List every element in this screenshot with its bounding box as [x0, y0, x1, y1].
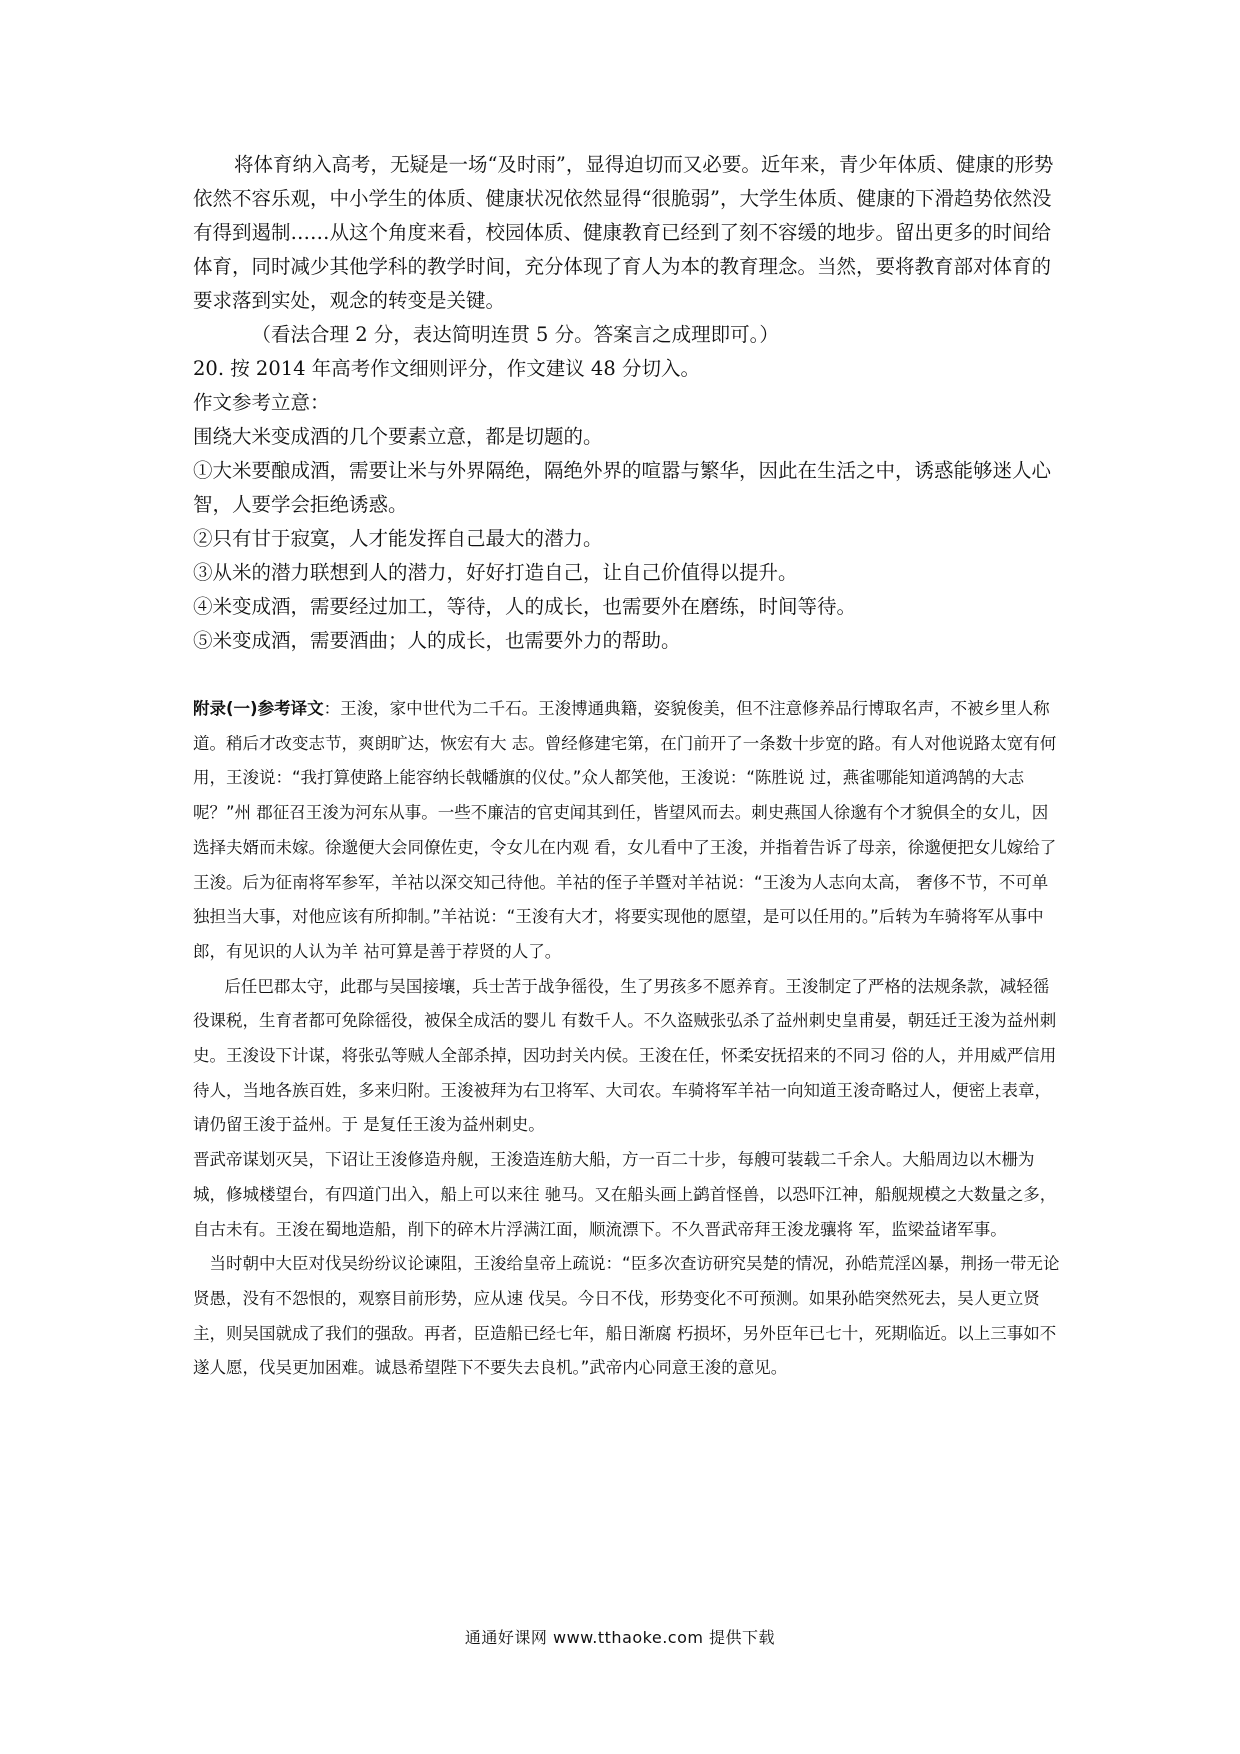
essay-point: ①大米要酿成酒，需要让米与外界隔绝，隔绝外界的喧嚣与繁华，因此在生活之中，诱惑能够迷人心智，人要学会拒绝诱惑。 — [193, 459, 1052, 516]
essay-point: ②只有甘于寂寞，人才能发挥自己最大的潜力。 — [193, 527, 603, 550]
question-20-line: 20. 按 2014 年高考作文细则评分，作文建议 48 分切入。 — [193, 357, 700, 380]
answer-paragraph: 将体育纳入高考，无疑是一场“及时雨”，显得迫切而又必要。近年来，青少年体质、健康的形势依然不容乐观，中小学生的体质、健康状况依然显得“很脆弱”，大学生体质、健康的下滑趋势依然没有得到遏制……从这个角度来看，校园体质、健康教育已经到了刻不容缓的地步。留出更多的时间给体育，同时减少其他学科的教学时间，充分体现了育人为本的教育理念。当然，要将教育部对体育的要求落到实处，观念的转变是关键。 — [193, 153, 1054, 312]
essay-intro: 围绕大米变成酒的几个要素立意，都是切题的。 — [193, 425, 603, 448]
appendix-paragraph-1 — [193, 692, 1063, 970]
essay-point: ③从米的潜力联想到人的潜力，好好打造自己，让自己价值得以提升。 — [193, 561, 798, 584]
appendix-section — [193, 692, 1063, 1386]
appendix-text-1: ：王浚，家中世代为二千石。王浚博通典籍，姿貌俊美，但不注意修养品行博取名声，不被乡里人称道。稍后才改变志节，爽朗旷达，恢宏有大 志。曾经修建宅第，在门前开了一条数十步宽的路。有人对他说路太宽有何用，王浚说：“我打算使路上能容纳长戟幡旗的仪仗。”众人都笑他，王浚说：“陈胜说 过，燕雀哪能知道鸿鹄的大志呢？”州 郡征召王浚为河东从事。一些不廉洁的官吏闻其到任，皆望风而去。刺史燕国人徐邈有个才貌俱全的女儿，因选择夫婿而未嫁。徐邈便大会同僚佐吏，令女儿在内观 看，女儿看中了王浚，并指着告诉了母亲，徐邈便把女儿嫁给了王浚。后为征南将军参军，羊祜以深交知己待他。羊祜的侄子羊暨对羊祜说：“王浚为人志向太高， 奢侈不节，不可单独担当大事，对他应该有所抑制。”羊祜说：“王浚有大才，将要实现他的愿望，是可以任用的。”后转为车骑将军从事中郎，有见识的人认为羊 祜可算是善于荐贤的人了。 — [193, 699, 1057, 961]
essay-point: ⑤米变成酒，需要酒曲；人的成长，也需要外力的帮助。 — [193, 629, 681, 652]
section-gap — [193, 658, 1063, 692]
essay-point: ④米变成酒，需要经过加工，等待，人的成长，也需要外在磨练，时间等待。 — [193, 595, 857, 618]
scoring-note: （看法合理 2 分，表达简明连贯 5 分。答案言之成理即可。） — [251, 323, 779, 346]
essay-heading: 作文参考立意： — [193, 391, 330, 414]
appendix-paragraph-4: 当时朝中大臣对伐吴纷纷议论谏阻，王浚给皇帝上疏说：“臣多次查访研究吴楚的情况，孙皓荒淫凶暴，荆扬一带无论贤愚，没有不怨恨的，观察目前形势，应从速 伐吴。今日不伐，形势变化不可预测。如果孙皓突然死去，吴人更立贤主，则吴国就成了我们的强敌。再者，臣造船已经七年，船日渐腐 朽损坏，另外臣年已七十，死期临近。以上三事如不遂人愿，伐吴更加困难。诚恳希望陛下不要失去良机。”武帝内心同意王浚的意见。 — [193, 1254, 1060, 1378]
answer-section — [193, 148, 1063, 658]
document-page — [193, 148, 1063, 1386]
appendix-paragraph-2: 后任巴郡太守，此郡与吴国接壤，兵士苦于战争徭役，生了男孩多不愿养育。王浚制定了严格的法规条款，减轻徭役课税，生育者都可免除徭役，被保全成活的婴儿 有数千人。不久盗贼张弘杀了益州刺史皇甫晏，朝廷迁王浚为益州刺史。王浚设下计谋，将张弘等贼人全部杀掉，因功封关内侯。王浚在任，怀柔安抚招来的不同习 俗的人，并用威严信用待人，当地各族百姓，多来归附。王浚被拜为右卫将军、大司农。车骑将军羊祜一向知道王浚奇略过人，便密上表章，请仍留王浚于益州。于 是复任王浚为益州刺史。 — [193, 976, 1057, 1135]
page-footer: 通通好课网 www.tthaoke.com 提供下载 — [464, 1628, 776, 1647]
appendix-paragraph-3: 晋武帝谋划灭吴，下诏让王浚修造舟舰，王浚造连舫大船，方一百二十步，每艘可装载二千余人。大船周边以木栅为城，修城楼望台，有四道门出入，船上可以来往 驰马。又在船头画上鹢首怪兽，以恐吓江神，船舰规模之大数量之多，自古未有。王浚在蜀地造船，削下的碎木片浮满江面，顺流漂下。不久晋武帝拜王浚龙骧将 军，监梁益诸军事。 — [193, 1150, 1057, 1239]
appendix-label: 附录(一)参考译文 — [193, 699, 324, 718]
